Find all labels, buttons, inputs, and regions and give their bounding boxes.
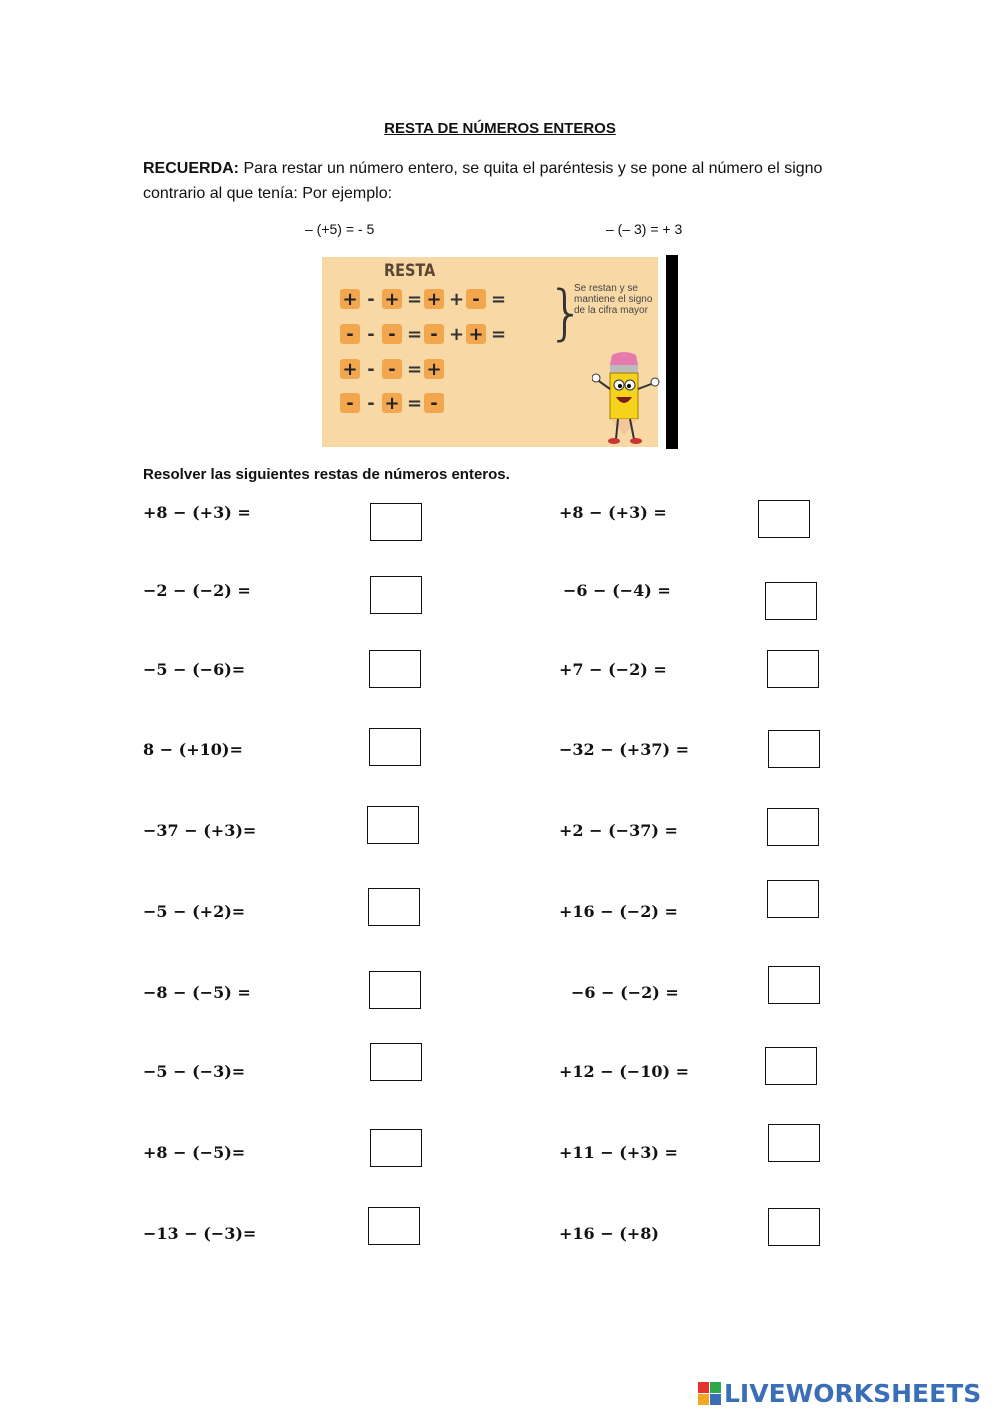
exercise-left-1: +𝟖 − (+𝟑) = — [143, 503, 251, 522]
instruction-heading: Resolver las siguientes restas de números enteros. — [143, 466, 510, 483]
pencil-mascot-icon — [592, 349, 662, 447]
exercise-right-2: −𝟔 − (−𝟒) = — [563, 581, 671, 600]
rule-symbol: + — [449, 288, 465, 310]
exercise-right-6: +𝟏𝟔 − (−𝟐) = — [559, 902, 678, 921]
exercise-left-9: +𝟖 − (−𝟓)= — [143, 1143, 246, 1162]
exercise-left-7: −𝟖 − (−𝟓) = — [143, 983, 251, 1002]
exercise-right-5: +𝟐 − (−𝟑𝟕) = — [559, 821, 678, 840]
rule-row — [340, 357, 444, 381]
rule-symbol: - — [367, 323, 375, 345]
exercise-right-1: +𝟖 − (+𝟑) = — [559, 503, 667, 522]
rule-chip: + — [382, 393, 402, 413]
answer-box-left-3[interactable] — [369, 650, 421, 688]
reminder-text: Para restar un número entero, se quita el paréntesis y se pone al número el signo contrario al que tenía: Por ejemplo: — [143, 160, 823, 202]
rule-chip: - — [382, 324, 402, 344]
exercise-right-8: +𝟏𝟐 − (−𝟏𝟎) = — [559, 1062, 690, 1081]
liveworksheets-logo — [698, 1377, 981, 1409]
exercise-left-5: −𝟑𝟕 − (+𝟑)= — [143, 821, 257, 840]
answer-box-right-9[interactable] — [768, 1124, 820, 1162]
rule-chip: - — [466, 289, 486, 309]
example-2: – (– 3) = + 3 — [606, 221, 683, 237]
answer-box-right-8[interactable] — [765, 1047, 817, 1085]
rule-symbol: = — [407, 323, 423, 345]
rule-chip: + — [466, 324, 486, 344]
answer-box-right-1[interactable] — [758, 500, 810, 538]
brand-name: LIVEWORKSHEETS — [724, 1378, 982, 1408]
rule-chip: - — [424, 393, 444, 413]
answer-box-left-6[interactable] — [368, 888, 420, 926]
example-1: – (+5) = - 5 — [305, 221, 375, 237]
rule-chip: - — [340, 393, 360, 413]
rule-symbol: = — [491, 288, 507, 310]
rule-symbol: - — [367, 358, 375, 380]
sign-rules-infographic — [322, 257, 658, 447]
rule-chip: - — [424, 324, 444, 344]
reminder-paragraph — [143, 156, 863, 206]
answer-box-right-3[interactable] — [767, 650, 819, 688]
exercise-right-7: −𝟔 − (−𝟐) = — [571, 983, 679, 1002]
rule-chip: + — [340, 289, 360, 309]
rule-symbol: = — [491, 323, 507, 345]
rule-chip: + — [424, 289, 444, 309]
brace-icon: } — [547, 278, 586, 348]
exercise-left-3: −𝟓 − (−𝟔)= — [143, 660, 246, 679]
rule-symbol: = — [407, 358, 423, 380]
answer-box-right-6[interactable] — [767, 880, 819, 918]
rule-chip: + — [382, 289, 402, 309]
rule-row — [340, 322, 507, 346]
rule-row — [340, 287, 507, 311]
infographic-note: Se restan y se mantiene el signo de la cifra mayor — [574, 283, 653, 316]
answer-box-left-8[interactable] — [370, 1043, 422, 1081]
logo-grid-icon — [698, 1382, 721, 1405]
exercise-right-4: −𝟑𝟐 − (+𝟑𝟕) = — [559, 740, 690, 759]
answer-box-left-4[interactable] — [369, 728, 421, 766]
answer-box-right-2[interactable] — [765, 582, 817, 620]
reminder-label: RECUERDA: — [143, 160, 239, 177]
page-title: RESTA DE NÚMEROS ENTEROS — [384, 120, 616, 137]
exercise-left-4: 𝟖 − (+𝟏𝟎)= — [143, 740, 243, 759]
rule-symbol: = — [407, 392, 423, 414]
answer-box-left-5[interactable] — [367, 806, 419, 844]
answer-box-right-5[interactable] — [767, 808, 819, 846]
rule-chip: + — [424, 359, 444, 379]
answer-box-right-10[interactable] — [768, 1208, 820, 1246]
rule-chip: - — [382, 359, 402, 379]
answer-box-right-7[interactable] — [768, 966, 820, 1004]
exercise-left-6: −𝟓 − (+𝟐)= — [143, 902, 246, 921]
exercise-left-8: −𝟓 − (−𝟑)= — [143, 1062, 246, 1081]
exercise-right-3: +𝟕 − (−𝟐) = — [559, 660, 667, 679]
rule-symbol: - — [367, 392, 375, 414]
rule-chip: + — [340, 359, 360, 379]
rule-row — [340, 391, 444, 415]
exercise-right-9: +𝟏𝟏 − (+𝟑) = — [559, 1143, 678, 1162]
rule-symbol: = — [407, 288, 423, 310]
answer-box-left-9[interactable] — [370, 1129, 422, 1167]
infographic-border — [666, 255, 678, 449]
infographic-title: RESTA — [384, 261, 436, 281]
exercise-left-10: −𝟏𝟑 − (−𝟑)= — [143, 1224, 257, 1243]
exercise-left-2: −𝟐 − (−𝟐) = — [143, 581, 251, 600]
rule-symbol: - — [367, 288, 375, 310]
answer-box-right-4[interactable] — [768, 730, 820, 768]
answer-box-left-7[interactable] — [369, 971, 421, 1009]
exercise-right-10: +𝟏𝟔 − (+𝟖) — [559, 1224, 659, 1243]
rule-chip: - — [340, 324, 360, 344]
answer-box-left-1[interactable] — [370, 503, 422, 541]
answer-box-left-2[interactable] — [370, 576, 422, 614]
answer-box-left-10[interactable] — [368, 1207, 420, 1245]
rule-symbol: + — [449, 323, 465, 345]
